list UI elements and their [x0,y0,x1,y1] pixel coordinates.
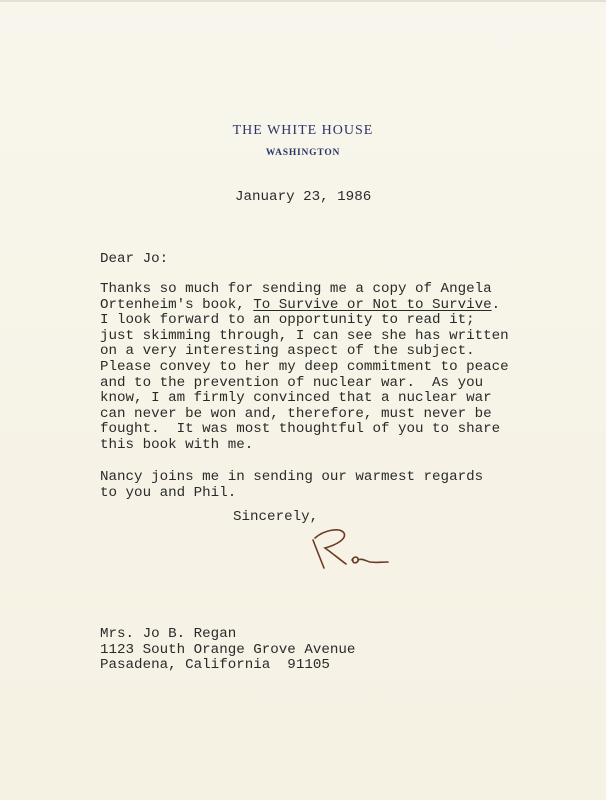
body-line: can never be won and, therefore, must never be [100,405,492,422]
address-city: Pasadena, California 91105 [100,657,330,674]
body-line: and to the prevention of nuclear war. As you [100,374,484,391]
salutation: Dear Jo: [100,251,169,267]
body-line: fought. It was most thoughtful of you to share [100,421,501,438]
body-paragraph-1 [100,282,509,454]
body-line: know, I am firmly convinced that a nuclear war [100,390,492,407]
address-name: Mrs. Jo B. Regan [100,626,237,642]
body-line: Nancy joins me in sending our warmest regards [100,469,484,485]
body-line: Ortenheim's book, [100,296,254,313]
closing: Sincerely, [233,509,319,525]
body-paragraph-2 [100,470,483,501]
address-street: 1123 South Orange Grove Avenue [100,641,356,658]
body-line: Please convey to her my deep commitment to peace [100,358,509,375]
letterhead-subtitle: WASHINGTON [265,148,341,158]
body-line: Thanks so much for sending me a copy of Angela [100,281,492,297]
letter-date: January 23, 1986 [235,189,372,205]
page-top-edge [0,0,606,2]
body-line-punct: . [491,296,501,313]
body-line: I look forward to an opportunity to read it; [100,312,475,329]
body-line: on a very interesting aspect of the subject. [100,343,475,360]
body-line: this book with me. [100,436,254,453]
letterhead-title: THE WHITE HOUSE [232,123,374,138]
body-line: just skimming through, I can see she has written [100,327,509,344]
signature-ron [310,528,400,573]
body-line: to you and Phil. [100,484,237,501]
book-title: To Survive or Not to Survive [253,296,492,313]
recipient-address [100,627,355,674]
